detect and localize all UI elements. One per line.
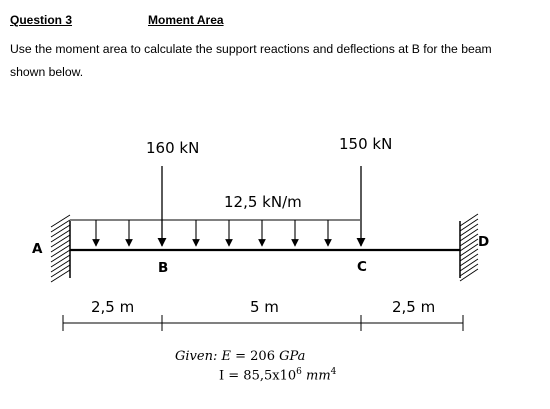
point-load-c-label: 150 kN [339,135,393,153]
fixed-support-d [460,214,478,281]
point-d-label: D [478,234,490,250]
dimension-ab-label: 2,5 m [91,298,135,316]
given-e-unit: GPa [279,349,306,364]
given-i-value: = 85,5x10 [228,368,297,384]
point-a-label: A [32,241,43,257]
distributed-load-label: 12,5 kN/m [224,193,302,211]
point-c-label: C [357,259,367,275]
given-i-exponent: 6 [296,367,302,377]
given-elastic-modulus [175,349,305,364]
given-e-value: = 206 [235,349,275,364]
given-e-label: E [221,349,231,364]
dimension-bc-label: 5 m [250,298,279,316]
given-i-unit-exponent: 4 [330,367,337,377]
question-title: Question 3 [10,13,73,27]
problem-statement-line-1: Use the moment area to calculate the support reactions and deflections at B for the beam [10,42,492,56]
given-i-label: I [219,368,225,384]
dimension-line [63,315,463,331]
given-i-unit: mm [306,368,331,384]
distributed-load [70,220,360,246]
given-moment-of-inertia [219,367,336,383]
given-prefix: Given: [175,349,218,364]
point-load-b-label: 160 kN [146,139,200,157]
problem-statement-line-2: shown below. [10,65,84,79]
point-b-label: B [158,260,169,276]
fixed-support-a [51,215,70,282]
dimension-cd-label: 2,5 m [392,298,436,316]
topic-title: Moment Area [148,13,224,27]
